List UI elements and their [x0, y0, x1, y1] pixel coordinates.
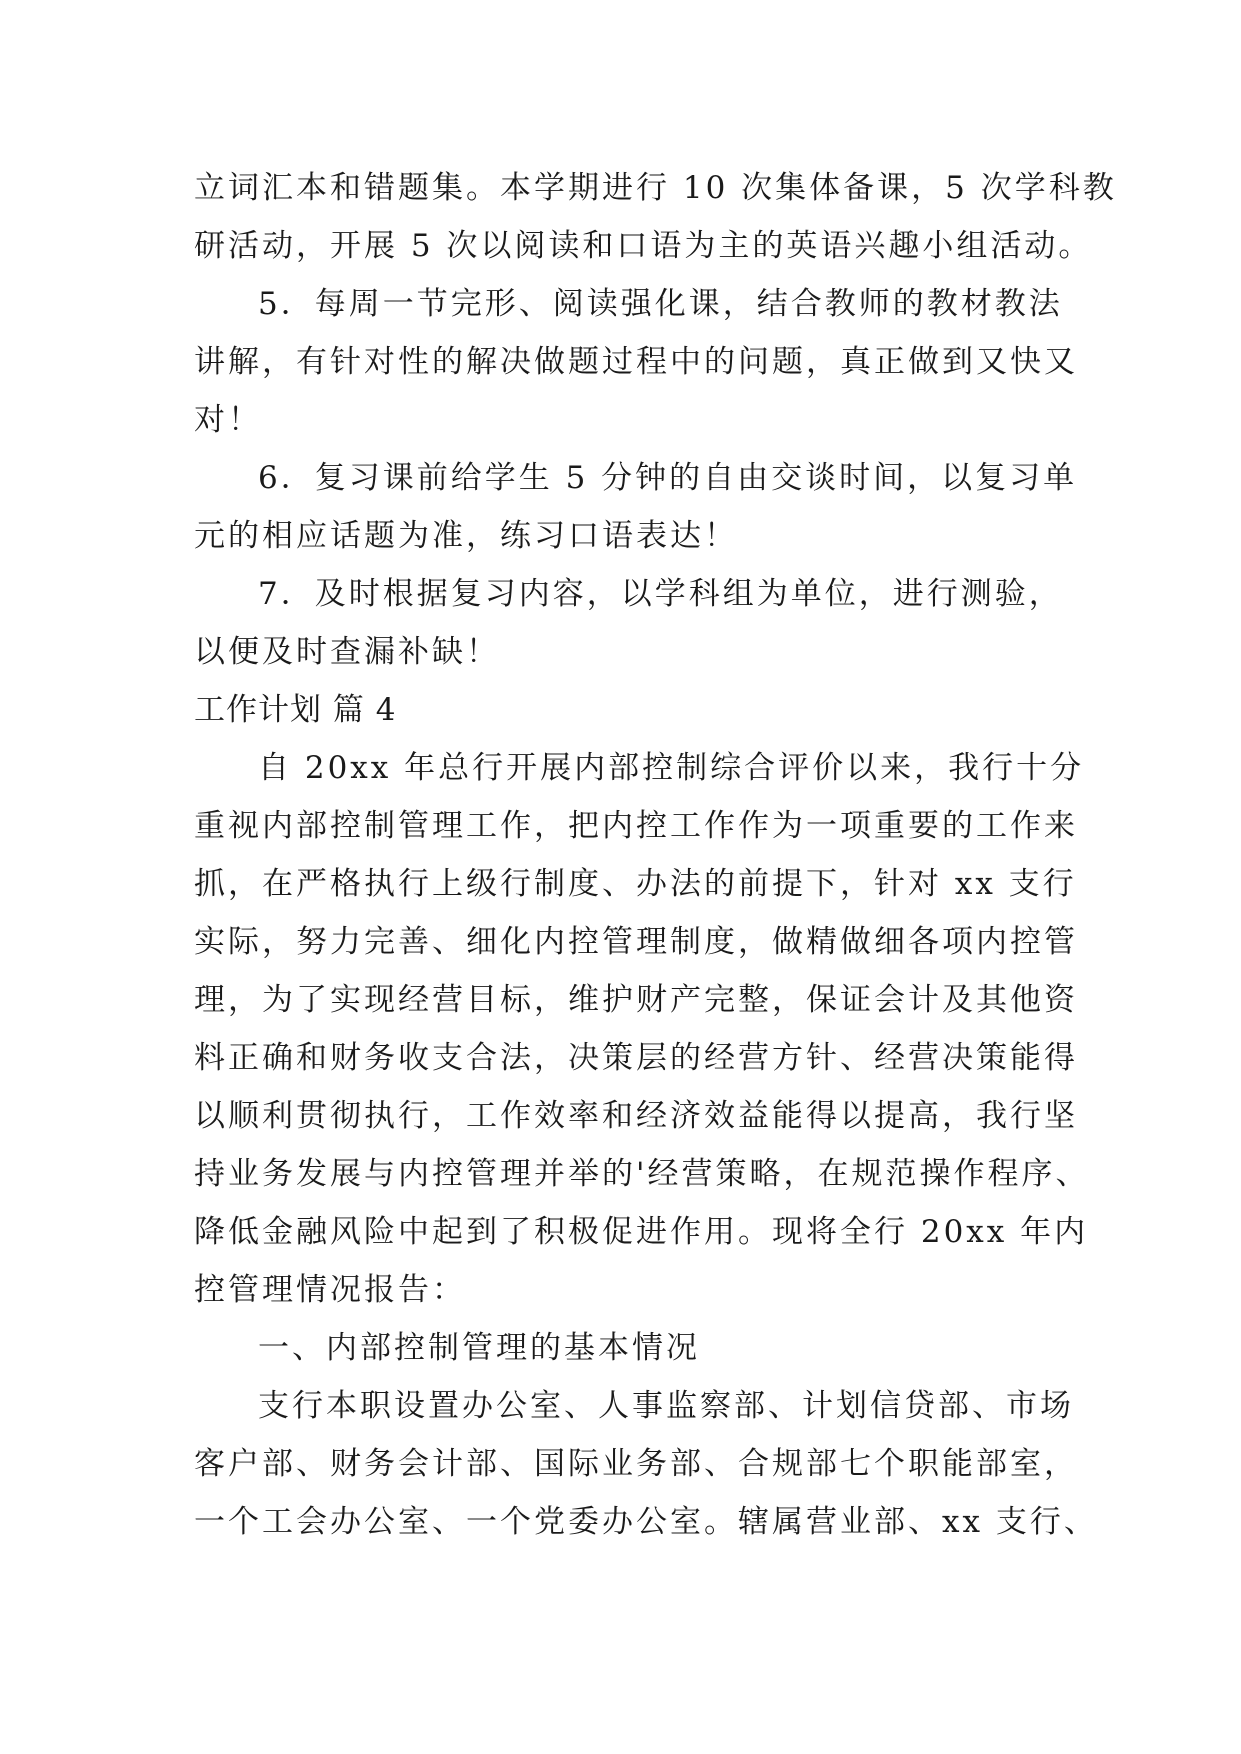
text-line: 控管理情况报告：: [194, 1272, 466, 1308]
text-line: 抓，在严格执行上级行制度、办法的前提下，针对 xx 支行: [194, 866, 1077, 902]
text-line: 理，为了实现经营目标，维护财产完整，保证会计及其他资: [194, 982, 1078, 1018]
paragraph-start: 自 20xx 年总行开展内部控制综合评价以来，我行十分: [258, 750, 1085, 786]
subsection-heading: 一、内部控制管理的基本情况: [258, 1330, 700, 1366]
text-line: 客户部、财务会计部、国际业务部、合规部七个职能部室，: [194, 1446, 1078, 1482]
text-line: 实际，努力完善、细化内控管理制度，做精做细各项内控管: [194, 924, 1078, 960]
text-line: 一个工会办公室、一个党委办公室。辖属营业部、xx 支行、: [194, 1504, 1098, 1540]
text-line: 研活动，开展 5 次以阅读和口语为主的英语兴趣小组活动。: [194, 228, 1093, 264]
text-line: 立词汇本和错题集。本学期进行 10 次集体备课，5 次学科教: [194, 170, 1117, 206]
text-line: 持业务发展与内控管理并举的'经营策略，在规范操作程序、: [194, 1156, 1090, 1192]
paragraph-item-6: 6．复习课前给学生 5 分钟的自由交谈时间，以复习单: [258, 460, 1078, 496]
text-line: 讲解，有针对性的解决做题过程中的问题，真正做到又快又: [194, 344, 1078, 380]
text-line: 重视内部控制管理工作，把内控工作作为一项重要的工作来: [194, 808, 1078, 844]
paragraph-item-5: 5．每周一节完形、阅读强化课，结合教师的教材教法: [258, 286, 1063, 322]
paragraph-start: 支行本职设置办公室、人事监察部、计划信贷部、市场: [258, 1388, 1074, 1424]
text-line: 料正确和财务收支合法，决策层的经营方针、经营决策能得: [194, 1040, 1078, 1076]
text-line: 以便及时查漏补缺！: [194, 634, 500, 670]
text-line: 降低金融风险中起到了积极促进作用。现将全行 20xx 年内: [194, 1214, 1089, 1250]
text-line: 对！: [194, 402, 262, 438]
paragraph-item-7: 7．及时根据复习内容，以学科组为单位，进行测验，: [258, 576, 1063, 612]
text-line: 以顺利贯彻执行，工作效率和经济效益能得以提高，我行坚: [194, 1098, 1078, 1134]
section-heading: 工作计划 篇 4: [194, 692, 397, 728]
text-line: 元的相应话题为准，练习口语表达！: [194, 518, 738, 554]
